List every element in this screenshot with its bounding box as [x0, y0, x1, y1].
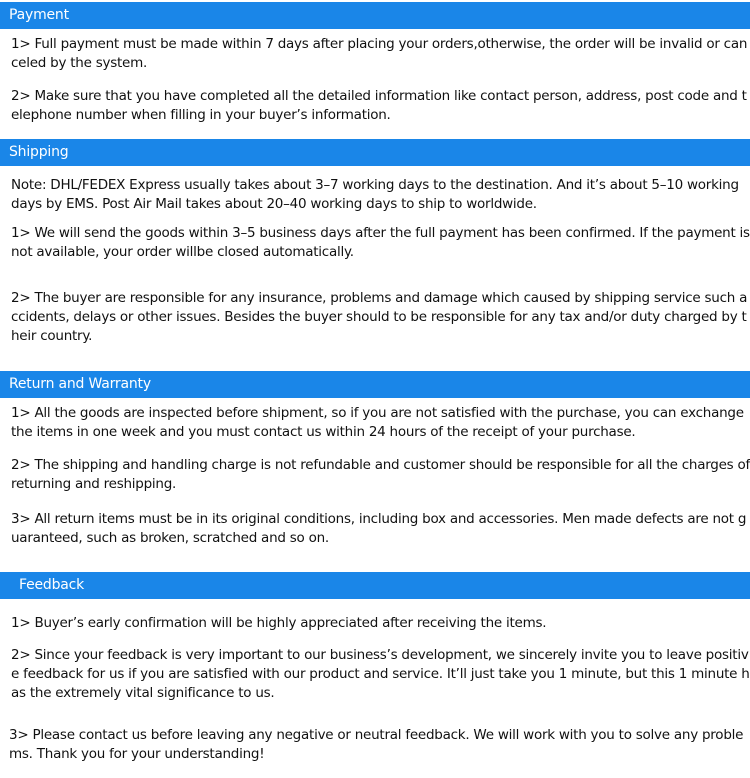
return-warranty-header: Return and Warranty	[0, 371, 750, 398]
shipping-note: Note: DHL/FEDEX Express usually takes about 3–7 working days to the destination. And it’s about 5–10 working days by EMS. Post Air Mail takes about 20–40 working days to ship to worldwide.	[11, 177, 739, 212]
shipping-item-1: 1> We will send the goods within 3–5 business days after the full payment has been confirmed. If the payment is not available, your order willbe closed automatically.	[11, 225, 750, 260]
payment-header: Payment	[0, 2, 750, 29]
feedback-item-2: 2> Since your feedback is very important to our business’s development, we sincerely invite you to leave positive feedback for us if you are satisfied with our product and service. It’ll just take you 1 minute, but this 1 minute has the extremely vital significance to us.	[11, 647, 750, 701]
feedback-header: Feedback	[0, 572, 750, 599]
payment-item-2: 2> Make sure that you have completed all the detailed information like contact person, address, post code and telephone number when filling in your buyer’s information.	[11, 88, 747, 123]
return-item-3: 3> All return items must be in its original conditions, including box and accessories. Men made defects are not guaranteed, such as broken, scratched and so on.	[11, 511, 747, 546]
return-item-1: 1> All the goods are inspected before shipment, so if you are not satisfied with the purchase, you can exchange the items in one week and you must contact us within 24 hours of the receipt of your purchase.	[11, 405, 744, 440]
shipping-item-2: 2> The buyer are responsible for any insurance, problems and damage which caused by shipping service such accidents, delays or other issues. Besides the buyer should to be responsible for any tax and/or duty charged by their country.	[11, 290, 748, 344]
payment-item-1: 1> Full payment must be made within 7 days after placing your orders,otherwise, the order will be invalid or canceled by the system.	[11, 36, 748, 71]
shipping-header: Shipping	[0, 139, 750, 166]
return-item-2: 2> The shipping and handling charge is not refundable and customer should be responsible for all the charges of returning and reshipping.	[11, 457, 750, 492]
feedback-item-1: 1> Buyer’s early confirmation will be highly appreciated after receiving the items.	[11, 615, 547, 631]
feedback-item-3: 3> Please contact us before leaving any negative or neutral feedback. We will work with you to solve any problems. Thank you for your understanding!	[9, 727, 744, 762]
